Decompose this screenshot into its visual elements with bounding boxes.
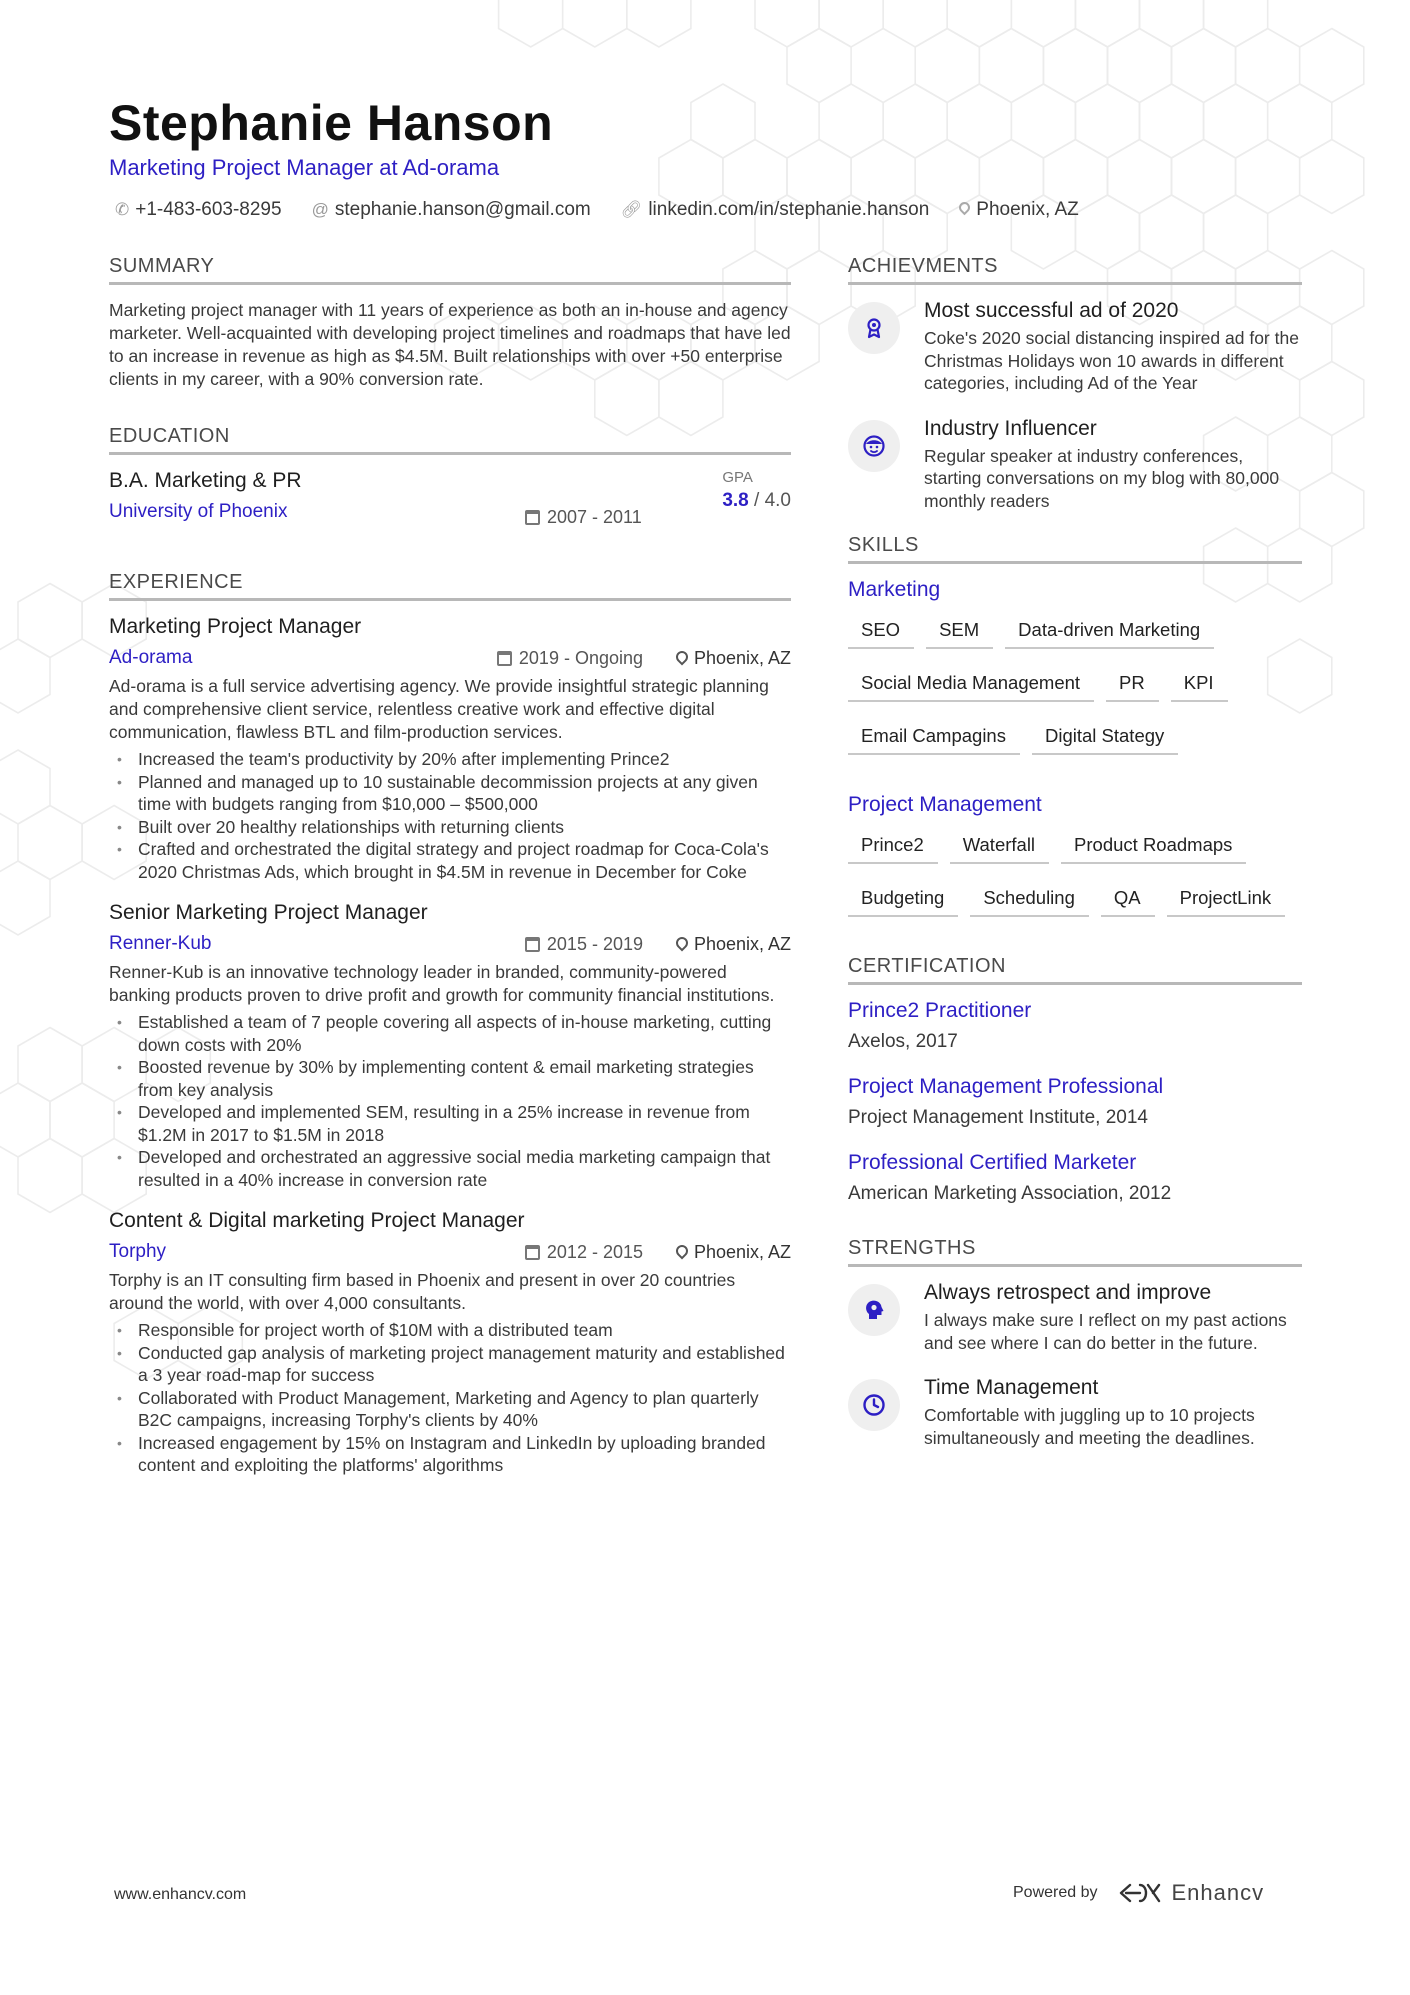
experience-list [109,615,791,1477]
person-icon [848,420,900,472]
job-bullet: • Collaborated with Product Management, Marketing and Agency to plan quarterly B2C campaigns, increasing Torphy's clients by 40% [109,1387,791,1432]
award-icon [848,302,900,354]
strength-title: Time Management [924,1376,1099,1399]
skill-tag: Scheduling [970,880,1089,917]
left-column [109,255,791,1495]
skill-tag: KPI [1171,665,1228,702]
job-role: Senior Marketing Project Manager [109,901,428,924]
job-role: Marketing Project Manager [109,615,362,638]
skill-group-title: Marketing [848,578,941,601]
strength-item [848,1281,1302,1354]
strengths-list [848,1281,1302,1449]
job-bullet: • Planned and managed up to 10 sustainable decommission projects at any given time with budgets ranging from $10,000 – $500,000 [109,771,791,816]
certification-org: Axelos, 2017 [848,1031,958,1052]
location-pin-icon [673,1242,690,1259]
enhancv-logo[interactable] [1118,1880,1265,1906]
skills-section [848,534,1302,917]
footer-website[interactable]: www.enhancv.com [114,1886,247,1903]
job-bullet: • Increased the team's productivity by 20% after implementing Prince2 [109,748,791,771]
footer-powered [1013,1880,1264,1906]
job-bullets [109,748,791,883]
job-dates [525,1242,643,1263]
enhancv-logo-icon [1118,1882,1162,1904]
strength-body [924,1281,1302,1354]
job-dates-text: 2012 - 2015 [546,1242,643,1262]
experience-heading: EXPERIENCE [109,571,791,601]
head-icon [848,1284,900,1336]
job-dates [497,648,643,669]
job-meta [109,647,791,673]
job-bullet: • Increased engagement by 15% on Instagram and LinkedIn by uploading branded content and exploiting the platforms' algorithms [109,1432,791,1477]
job-location [676,1242,791,1263]
skills-heading: SKILLS [848,534,1302,564]
summary-heading: SUMMARY [109,255,791,285]
job-bullet: • Built over 20 healthy relationships with returning clients [109,816,791,839]
gpa-label: GPA [722,469,753,486]
education-section [109,425,791,539]
skill-group [848,578,1302,755]
location-pin-icon [959,200,970,220]
job-bullet: • Conducted gap analysis of marketing project management maturity and established a 3 year road-map for success [109,1342,791,1387]
skill-tag: Product Roadmaps [1061,827,1246,864]
job-company: Ad-orama [109,647,193,668]
job-dates-text: 2019 - Ongoing [518,648,643,668]
skill-tag: Social Media Management [848,665,1094,702]
strength-text: Comfortable with juggling up to 10 projects simultaneously and meeting the deadlines. [924,1405,1255,1448]
achievement-body [924,299,1302,395]
certification-org: American Marketing Association, 2012 [848,1183,1172,1204]
skill-tag: Budgeting [848,880,958,917]
skill-tag: Data-driven Marketing [1005,612,1214,649]
job-bullet: • Developed and implemented SEM, resulting in a 25% increase in revenue from $1.2M in 2017 to $1.5M in 2018 [109,1101,791,1146]
skill-tag: Email Campagins [848,718,1020,755]
location-pin-icon [673,648,690,665]
job-bullets [109,1319,791,1477]
summary-section [109,255,791,391]
skill-tags [848,827,1302,917]
skill-group [848,793,1302,917]
contact-phone[interactable] [115,199,282,221]
strength-text: I always make sure I reflect on my past actions and see where I can do better in the future. [924,1310,1287,1353]
contact-linkedin[interactable] [621,199,930,221]
phone-text: +1-483-603-8295 [135,199,282,220]
location-text: Phoenix, AZ [976,199,1079,220]
skill-tag: SEO [848,612,914,649]
experience-entry [109,615,791,883]
gpa-value [722,490,791,512]
job-company: Renner-Kub [109,933,212,954]
achievement-item [848,299,1302,395]
job-description: Ad-orama is a full service advertising agency. We provide insightful strategic planning and comprehensive client service, relentless creative work and effective digital communication, flawless BTL and film-production services. [109,676,769,742]
education-dates [525,507,642,528]
contact-email[interactable] [312,199,591,221]
location-pin-icon [673,934,690,951]
skills-groups [848,578,1302,917]
candidate-title: Marketing Project Manager at Ad-orama [109,155,500,180]
job-location-text: Phoenix, AZ [693,1242,791,1262]
job-bullet: • Boosted revenue by 30% by implementing content & email marketing strategies from key analysis [109,1056,791,1101]
at-icon: @ [311,200,329,219]
certification-item [848,999,1302,1053]
education-school: University of Phoenix [109,501,288,522]
skill-tag: Digital Stategy [1032,718,1178,755]
enhancv-brand-text: Enhancv [1171,1880,1265,1905]
achievement-text: Coke's 2020 social distancing inspired ad for the Christmas Holidays won 10 awards in different categories, including Ad of the Year [924,328,1299,393]
summary-text: Marketing project manager with 11 years of experience as both an in-house and agency marketer. Well-acquainted with developing project timelines and roadmaps that have led to an increase in revenue as high as $4.5M. Built relationships with over +50 enterprise clients in my career, with a 90% conversion rate. [109,300,791,389]
job-description: Torphy is an IT consulting firm based in Phoenix and present in over 20 countries around the world, with over 4,000 consultants. [109,1270,736,1313]
skill-tag: Prince2 [848,827,938,864]
email-text: stephanie.hanson@gmail.com [334,199,591,220]
education-gpa [722,469,791,512]
achievement-text: Regular speaker at industry conferences, starting conversations on my blog with 80,000 monthly readers [924,445,1280,511]
achievement-title: Industry Influencer [924,416,1097,440]
job-meta [109,933,791,959]
certification-org: Project Management Institute, 2014 [848,1107,1148,1128]
strength-title: Always retrospect and improve [924,1281,1212,1304]
certification-section [848,955,1302,1205]
job-bullet: • Crafted and orchestrated the digital strategy and project roadmap for Coca-Cola's 2020 Christmas Ads, which brought in $4.5M in revenue in December for Coke [109,838,791,883]
gpa-max: / 4.0 [754,490,791,511]
gpa-score: 3.8 [722,490,749,511]
achievements-list [848,299,1302,512]
experience-entry [109,1209,791,1477]
job-bullet: • Developed and orchestrated an aggressive social media marketing campaign that resulted in a 40% increase in conversion rate [109,1146,791,1191]
certification-item [848,1075,1302,1129]
strength-body [924,1376,1302,1449]
clock-icon [848,1379,900,1431]
experience-entry [109,901,791,1191]
job-bullet: • Responsible for project worth of $10M with a distributed team [109,1319,791,1342]
job-location-text: Phoenix, AZ [693,648,791,668]
education-entry [109,469,791,539]
certification-list [848,999,1302,1205]
right-column [848,255,1302,1471]
certification-name: Professional Certified Marketer [848,1151,1137,1174]
skill-tag: PR [1106,665,1159,702]
job-company: Torphy [109,1241,167,1262]
job-dates-text: 2015 - 2019 [546,934,643,954]
job-bullets [109,1011,791,1191]
calendar-icon [525,510,540,525]
education-dates-text: 2007 - 2011 [547,507,642,527]
skill-tag: QA [1101,880,1155,917]
job-location [676,934,791,955]
strengths-heading: STRENGTHS [848,1237,1302,1267]
certification-name: Project Management Professional [848,1075,1164,1098]
job-location [676,648,791,669]
achievements-section [848,255,1302,512]
certification-heading: CERTIFICATION [848,955,1302,985]
contact-bar [115,199,1079,221]
phone-icon: ✆ [115,200,130,219]
achievement-title: Most successful ad of 2020 [924,299,1179,322]
education-heading: EDUCATION [109,425,791,455]
experience-section [109,571,791,1477]
skill-tag: SEM [926,612,993,649]
job-meta [109,1241,791,1267]
candidate-name: Stephanie Hanson [109,95,554,151]
skill-tags [848,612,1302,755]
linkedin-text: linkedin.com/in/stephanie.hanson [648,199,930,220]
strength-item [848,1376,1302,1449]
job-bullet: • Established a team of 7 people covering all aspects of in-house marketing, cutting down costs with 20% [109,1011,791,1056]
skill-group-title: Project Management [848,793,1042,816]
certification-name: Prince2 Practitioner [848,999,1032,1022]
skill-tag: ProjectLink [1167,880,1286,917]
achievements-heading: ACHIEVMENTS [848,255,1302,285]
calendar-icon [497,651,512,666]
calendar-icon [525,1245,540,1260]
job-role: Content & Digital marketing Project Manager [109,1209,525,1232]
skill-tag: Waterfall [950,827,1049,864]
achievement-item [848,417,1302,513]
job-location-text: Phoenix, AZ [693,934,791,954]
certification-item [848,1151,1302,1205]
contact-location [959,199,1078,221]
powered-by-label: Powered by [1013,1884,1098,1901]
link-icon: 🔗︎ [620,200,643,219]
job-description: Renner-Kub is an innovative technology leader in branded, community-powered banking products proven to drive profit and growth for community financial institutions. [109,962,775,1005]
calendar-icon [525,937,540,952]
job-dates [525,934,643,955]
strengths-section [848,1237,1302,1449]
achievement-body [924,417,1302,513]
education-degree: B.A. Marketing & PR [109,469,302,492]
